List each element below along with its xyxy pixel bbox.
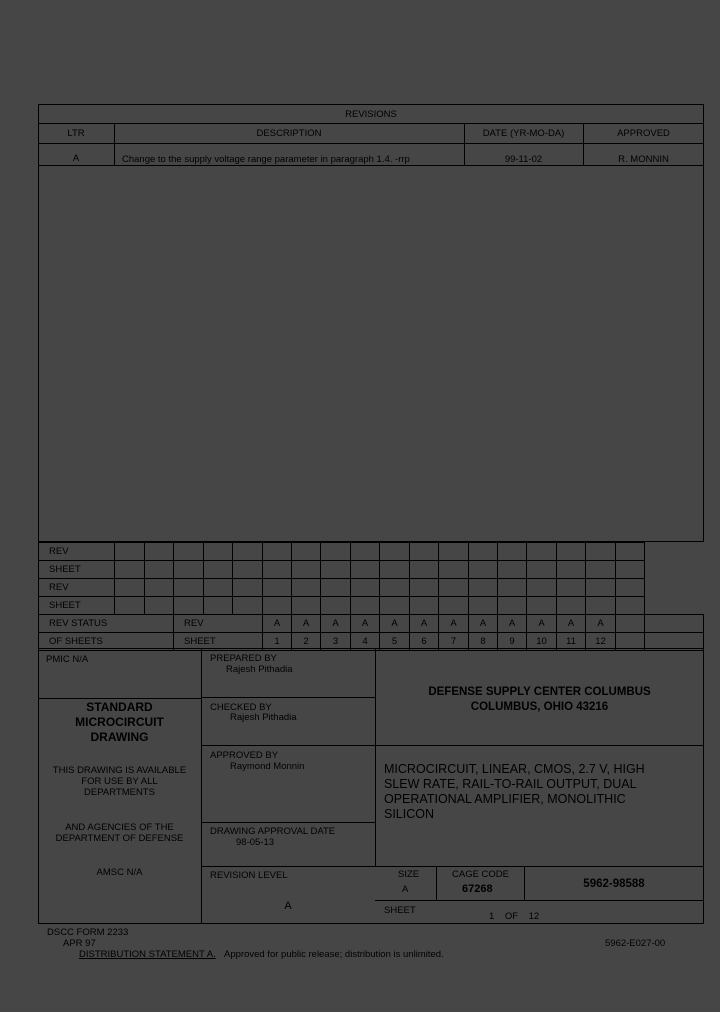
amsc-label: AMSC N/A (96, 867, 143, 878)
grid-cell (233, 561, 263, 579)
grid-cell (557, 579, 586, 597)
grid-cell (351, 561, 380, 579)
grid-cell (145, 561, 174, 579)
grid-cell (380, 543, 410, 561)
grid-cell (233, 579, 263, 597)
upper-rev-row (39, 543, 704, 561)
rev-value: A (469, 615, 498, 633)
grid-cell (115, 561, 145, 579)
grid-cell (351, 543, 380, 561)
revision-ltr: A (72, 153, 80, 164)
rev-value: A (557, 615, 586, 633)
grid-cell (557, 597, 586, 615)
approved-by-label: APPROVED BY (210, 750, 279, 761)
revisions-block (38, 104, 704, 542)
sheet-value: 1 OF 12 (489, 911, 540, 922)
revision-approved: R. MONNIN (618, 154, 669, 165)
lower-sheet-row (39, 597, 704, 615)
rev-label: REV (174, 615, 263, 633)
grid-cell (292, 597, 321, 615)
of-sheets-label: OF SHEETS (39, 633, 174, 651)
form-number: DSCC FORM 2233 (47, 927, 129, 938)
drawing-title-line-1: MICROCIRCUIT, LINEAR, CMOS, 2.7 V, HIGH (384, 762, 645, 776)
grid-cell (233, 597, 263, 615)
grid-cell (410, 597, 439, 615)
grid-cell (616, 615, 645, 633)
grid-cell (410, 543, 439, 561)
revision-level-label: REVISION LEVEL (210, 870, 288, 881)
rev-value: A (439, 615, 469, 633)
grid-cell (527, 561, 557, 579)
checked-by-name: Rajesh Pithadia (230, 712, 297, 723)
standard-title: STANDARD (86, 700, 153, 714)
rev-value: A (527, 615, 557, 633)
grid-cell (321, 561, 351, 579)
rev-value: A (380, 615, 410, 633)
sheet-number: 5 (380, 633, 410, 651)
rev-value: A (586, 615, 616, 633)
revisions-title: REVISIONS (345, 109, 397, 120)
revision-date: 99-11-02 (504, 154, 543, 165)
grid-cell (380, 561, 410, 579)
grid-cell (115, 543, 145, 561)
grid-cell (321, 597, 351, 615)
grid-cell (263, 543, 292, 561)
grid-cell (380, 597, 410, 615)
approval-date-label: DRAWING APPROVAL DATE (210, 826, 336, 837)
grid-cell (351, 597, 380, 615)
grid-cell (292, 579, 321, 597)
rev-value: A (498, 615, 527, 633)
sheet-label: SHEET (384, 905, 416, 916)
grid-cell (469, 579, 498, 597)
availability-line-2: FOR USE BY ALL (81, 776, 158, 787)
grid-cell (616, 597, 645, 615)
rev-status-grid (38, 542, 704, 651)
pmic-label: PMIC N/A (46, 654, 89, 665)
rev-label: REV (39, 543, 115, 561)
rev-status-label: REV STATUS (39, 615, 174, 633)
sheet-number: 2 (292, 633, 321, 651)
grid-cell (145, 543, 174, 561)
sheet-number: 1 (263, 633, 292, 651)
grid-cell (586, 579, 616, 597)
grid-cell (645, 615, 704, 633)
agencies-line-1: AND AGENCIES OF THE (65, 822, 174, 833)
grid-cell (380, 579, 410, 597)
grid-cell (263, 597, 292, 615)
rev-label: REV (39, 579, 115, 597)
sheet-label: SHEET (39, 561, 115, 579)
grid-cell (174, 543, 204, 561)
drawing-title-line-2: SLEW RATE, RAIL-TO-RAIL OUTPUT, DUAL (384, 777, 637, 791)
grid-cell (527, 597, 557, 615)
sheet-label: SHEET (174, 633, 263, 651)
sheet-number: 4 (351, 633, 380, 651)
grid-cell (174, 597, 204, 615)
grid-cell (263, 561, 292, 579)
form-date: APR 97 (63, 938, 96, 949)
grid-cell (204, 543, 233, 561)
grid-cell (469, 543, 498, 561)
grid-cell (498, 561, 527, 579)
grid-cell (115, 579, 145, 597)
prepared-by-label: PREPARED BY (210, 653, 277, 664)
drawing-title-line-3: OPERATIONAL AMPLIFIER, MONOLITHIC (384, 792, 626, 806)
size-label: SIZE (398, 869, 420, 880)
grid-cell (439, 597, 469, 615)
grid-cell (321, 579, 351, 597)
approved-header: APPROVED (617, 128, 670, 139)
size-value: A (402, 884, 409, 895)
sheet-number: 12 (586, 633, 616, 651)
rev-status-row (39, 615, 704, 633)
revision-description: Change to the supply voltage range parameter in paragraph 1.4. -rrp (122, 154, 410, 165)
distribution-label: DISTRIBUTION STATEMENT A. (79, 949, 216, 960)
grid-cell (292, 543, 321, 561)
approval-date: 98-05-13 (236, 837, 275, 848)
sheet-number: 11 (557, 633, 586, 651)
grid-cell (439, 543, 469, 561)
distribution-text: Approved for public release; distribution is unlimited. (224, 949, 444, 960)
grid-cell (292, 561, 321, 579)
grid-cell (616, 543, 645, 561)
grid-cell (557, 561, 586, 579)
grid-cell (498, 543, 527, 561)
upper-sheet-row (39, 561, 704, 579)
grid-cell (174, 561, 204, 579)
prepared-by-name: Rajesh Pithadia (226, 664, 293, 675)
grid-cell (233, 543, 263, 561)
date-header: DATE (YR-MO-DA) (482, 128, 565, 139)
sheet-number: 6 (410, 633, 439, 651)
availability-line-3: DEPARTMENTS (84, 787, 155, 798)
grid-cell (145, 579, 174, 597)
grid-cell (469, 561, 498, 579)
cage-code-label: CAGE CODE (452, 869, 510, 880)
grid-cell (557, 543, 586, 561)
grid-cell (439, 579, 469, 597)
grid-cell (616, 561, 645, 579)
rev-value: A (292, 615, 321, 633)
grid-cell (145, 597, 174, 615)
grid-cell (498, 579, 527, 597)
grid-cell (527, 579, 557, 597)
dscc-name: DEFENSE SUPPLY CENTER COLUMBUS (428, 686, 651, 698)
availability-line-1: THIS DRAWING IS AVAILABLE (52, 765, 187, 776)
sheet-number: 3 (321, 633, 351, 651)
ltr-header: LTR (67, 128, 85, 139)
grid-cell (527, 543, 557, 561)
grid-cell (115, 597, 145, 615)
grid-cell (586, 561, 616, 579)
grid-cell (351, 579, 380, 597)
grid-cell (586, 597, 616, 615)
sheet-number: 9 (498, 633, 527, 651)
grid-cell (498, 597, 527, 615)
document-code: 5962-E027-00 (605, 938, 666, 949)
grid-cell (469, 597, 498, 615)
rev-value: A (263, 615, 292, 633)
grid-cell (410, 579, 439, 597)
rev-value: A (410, 615, 439, 633)
microcircuit-title: MICROCIRCUIT (75, 715, 164, 729)
grid-cell (321, 543, 351, 561)
lower-rev-row (39, 579, 704, 597)
grid-cell (204, 561, 233, 579)
rev-value: A (351, 615, 380, 633)
grid-cell (204, 579, 233, 597)
drawing-number: 5962-98588 (583, 878, 645, 890)
grid-cell (174, 579, 204, 597)
grid-cell (204, 597, 233, 615)
grid-cell (263, 579, 292, 597)
cage-code-value: 67268 (462, 883, 493, 895)
sheet-number: 8 (469, 633, 498, 651)
dscc-address: COLUMBUS, OHIO 43216 (470, 701, 609, 713)
sheet-label: SHEET (39, 597, 115, 615)
grid-cell (410, 561, 439, 579)
grid-cell (586, 543, 616, 561)
agencies-line-2: DEPARTMENT OF DEFENSE (55, 833, 184, 844)
grid-cell (616, 579, 645, 597)
rev-value: A (321, 615, 351, 633)
drawing-title: DRAWING (90, 730, 149, 744)
sheet-number: 7 (439, 633, 469, 651)
drawing-title-line-4: SILICON (384, 807, 435, 821)
checked-by-label: CHECKED BY (210, 702, 272, 713)
approved-by-name: Raymond Monnin (230, 761, 305, 772)
sheet-number: 10 (527, 633, 557, 651)
revision-level-value: A (284, 900, 292, 912)
grid-cell (439, 561, 469, 579)
description-header: DESCRIPTION (256, 128, 322, 139)
